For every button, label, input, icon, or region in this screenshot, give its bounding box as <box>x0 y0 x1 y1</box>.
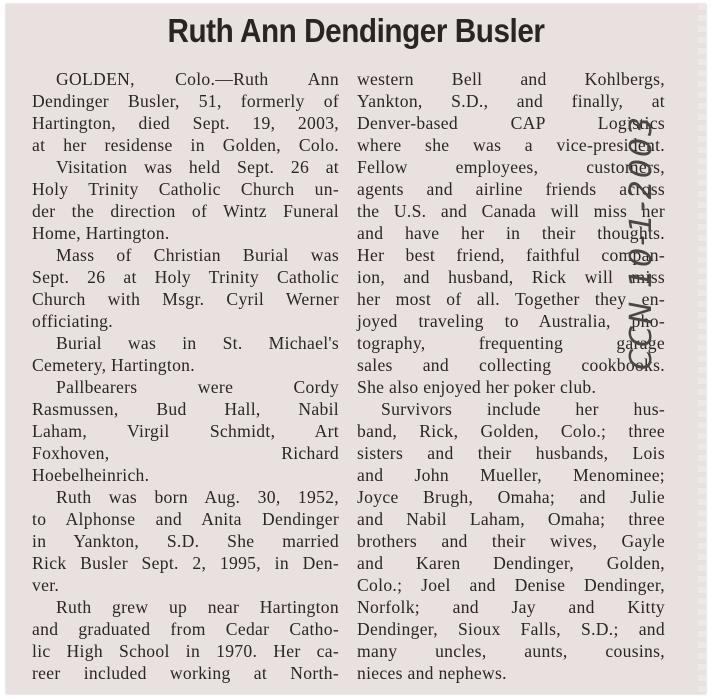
text-line: lic High School in 1970. Her ca- <box>32 641 339 661</box>
text-line: Sept. 26 at Holy Trinity Catholic <box>32 267 339 287</box>
text-line: nieces and nephews. <box>357 663 507 683</box>
text-line: and John Mueller, Menominee; <box>357 465 665 485</box>
text-line: Rick Busler Sept. 2, 1995, in Den- <box>32 553 339 573</box>
text-line: and Karen Dendinger, Golden, <box>357 553 665 573</box>
text-line: Cemetery, Hartington. <box>32 355 195 375</box>
text-line: officiating. <box>32 311 113 331</box>
text-line: and have her in their thoughts. <box>357 223 665 243</box>
text-line: the U.S. and Canada will miss her <box>357 201 665 221</box>
text-line: western Bell and Kohlbergs, <box>357 69 665 89</box>
text-line: Rasmussen, Bud Hall, Nabil <box>32 399 339 419</box>
text-line: band, Rick, Golden, Colo.; three <box>357 421 665 441</box>
text-line: sales and collecting cookbooks. <box>357 355 665 375</box>
text-line: to Alphonse and Anita Dendinger <box>32 509 339 529</box>
text-line: ion, and husband, Rick will miss <box>357 267 665 287</box>
text-line: Visitation was held Sept. 26 at <box>56 157 339 177</box>
text-line: reer included working at North- <box>32 663 339 683</box>
text-line: sisters and their husbands, Lois <box>357 443 665 463</box>
text-line: Fellow employees, customers, <box>357 157 665 177</box>
text-line: tography, frequenting garage <box>357 333 665 353</box>
text-line: Holy Trinity Catholic Church un- <box>32 179 339 199</box>
right-column <box>357 68 665 684</box>
text-line: in Yankton, S.D. She married <box>32 531 339 551</box>
text-line: Her best friend, faithful compan- <box>357 245 665 265</box>
headline: Ruth Ann Dendinger Busler <box>167 12 545 49</box>
newspaper-clipping <box>6 4 706 694</box>
text-line: Dendinger, Sioux Falls, S.D.; and <box>357 619 665 639</box>
text-line: her most of all. Together they en- <box>357 289 665 309</box>
text-line: brothers and their wives, Gayle <box>357 531 665 551</box>
text-line: joyed traveling to Australia, pho- <box>357 311 665 331</box>
text-line: Hoebelheinrich. <box>32 465 150 485</box>
text-line: Ruth was born Aug. 30, 1952, <box>56 487 339 507</box>
text-line: Norfolk; and Jay and Kitty <box>357 597 665 617</box>
text-line: Burial was in St. Michael's <box>56 333 339 353</box>
torn-edge <box>698 4 706 694</box>
text-line: and Nabil Laham, Omaha; three <box>357 509 665 529</box>
text-line: at her residense in Golden, Colo. <box>32 135 339 155</box>
text-line: Pallbearers were Cordy <box>56 377 339 397</box>
text-line: Ruth grew up near Hartington <box>56 597 339 617</box>
text-line: She also enjoyed her poker club. <box>357 377 597 397</box>
text-line: Joyce Brugh, Omaha; and Julie <box>357 487 665 507</box>
text-line: Home, Hartington. <box>32 223 170 243</box>
left-column <box>32 68 339 684</box>
text-line: many uncles, aunts, cousins, <box>357 641 665 661</box>
text-line: agents and airline friends across <box>357 179 665 199</box>
text-line: Hartington, died Sept. 19, 2003, <box>32 113 339 133</box>
text-line: Church with Msgr. Cyril Werner <box>32 289 339 309</box>
text-line: Laham, Virgil Schmidt, Art <box>32 421 339 441</box>
text-line: Yankton, S.D., and finally, at <box>357 91 665 111</box>
text-line: Dendinger Busler, 51, formerly of <box>32 91 339 111</box>
text-line: ver. <box>32 575 60 595</box>
text-line: GOLDEN, Colo.—Ruth Ann <box>56 69 339 89</box>
handwritten-date-note: CCN 10-1-2003 <box>624 114 659 370</box>
text-line: Survivors include her hus- <box>381 399 665 419</box>
text-line: Colo.; Joel and Denise Dendinger, <box>357 575 665 595</box>
text-line: der the direction of Wintz Funeral <box>32 201 339 221</box>
text-line: Mass of Christian Burial was <box>56 245 339 265</box>
text-line: where she was a vice-president. <box>357 135 665 155</box>
text-line: Foxhoven, Richard <box>32 443 339 463</box>
text-line: and graduated from Cedar Catho- <box>32 619 339 639</box>
text-line: Denver-based CAP Logistics <box>357 113 665 133</box>
